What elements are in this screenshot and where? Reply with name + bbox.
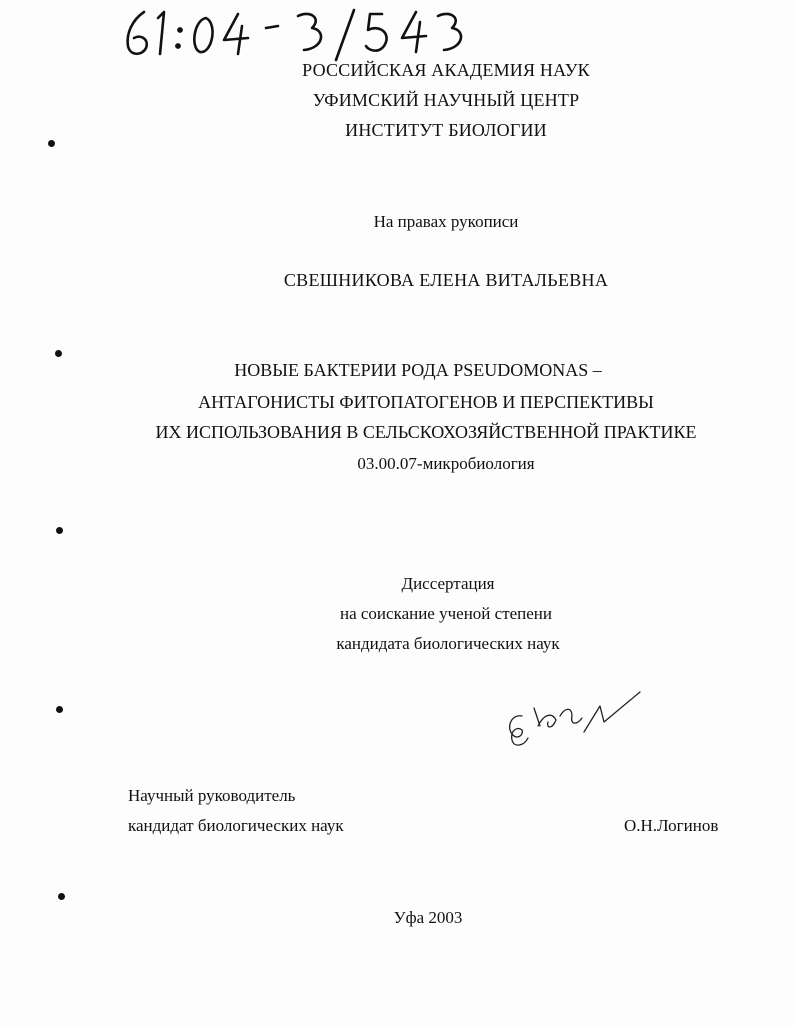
binding-mark xyxy=(56,527,63,534)
binding-mark xyxy=(58,893,65,900)
binding-mark xyxy=(56,706,63,713)
header-center: УФИМСКИЙ НАУЧНЫЙ ЦЕНТР xyxy=(312,90,580,110)
binding-mark xyxy=(48,140,55,147)
handwritten-signature xyxy=(500,686,650,756)
specialty: 03.00.07-микробиология xyxy=(357,454,535,473)
title-line-2: АНТАГОНИСТЫ ФИТОПАТОГЕНОВ И ПЕРСПЕКТИВЫ xyxy=(198,392,654,412)
archive-code-handwritten xyxy=(118,4,478,62)
author-name: СВЕШНИКОВА ЕЛЕНА ВИТАЛЬЕВНА xyxy=(283,270,609,290)
header-institute: ИНСТИТУТ БИОЛОГИИ xyxy=(345,120,547,140)
supervisor-role: Научный руководитель xyxy=(128,786,296,805)
supervisor-degree: кандидат биологических наук xyxy=(128,816,344,835)
dissertation-label: Диссертация xyxy=(401,574,495,593)
manuscript-note: На правах рукописи xyxy=(373,212,519,231)
title-line-1: НОВЫЕ БАКТЕРИИ РОДА PSEUDOMONAS – xyxy=(234,360,602,380)
dissertation-purpose: на соискание ученой степени xyxy=(339,604,553,623)
binding-mark xyxy=(55,350,62,357)
header-academy: РОССИЙСКАЯ АКАДЕМИЯ НАУК xyxy=(302,60,590,80)
dissertation-degree: кандидата биологических наук xyxy=(336,634,560,653)
title-line-3: ИХ ИСПОЛЬЗОВАНИЯ В СЕЛЬСКОХОЗЯЙСТВЕННОЙ ПРАКТИКЕ xyxy=(155,422,697,442)
supervisor-name: О.Н.Логинов xyxy=(624,816,719,835)
place-year: Уфа 2003 xyxy=(393,908,463,927)
